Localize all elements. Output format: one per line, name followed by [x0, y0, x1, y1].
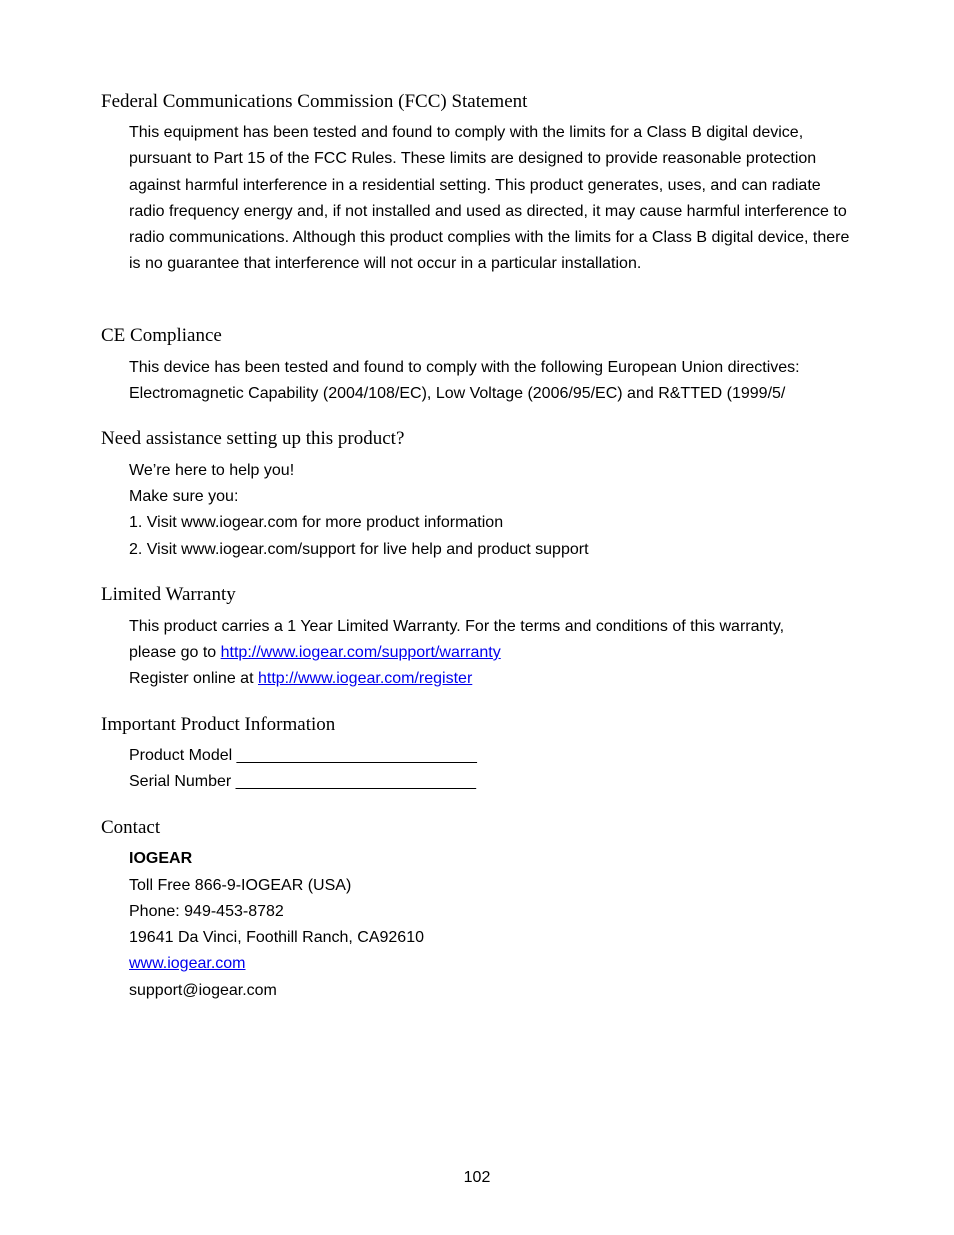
register-prefix: Register online at	[129, 670, 258, 687]
contact-phone: Phone: 949-453-8782	[129, 903, 284, 920]
contact-website-line	[129, 954, 246, 974]
contact-address: 19641 Da Vinci, Foothill Ranch, CA92610	[129, 929, 424, 946]
page-number: 102	[463, 1169, 491, 1186]
assist-line-1: We’re here to help you!	[129, 462, 295, 479]
assist-line-2: Make sure you:	[129, 488, 239, 505]
warranty-line-1: This product carries a 1 Year Limited Warranty. For the terms and conditions of this warranty,	[129, 618, 785, 635]
info-heading: Important Product Information	[101, 714, 336, 735]
serial-number-field: Serial Number ___________________________	[129, 773, 476, 790]
assist-line-4: 2. Visit www.iogear.com/support for live help and product support	[129, 541, 589, 558]
contact-website-link[interactable]: www.iogear.com	[129, 955, 246, 972]
contact-company: IOGEAR	[129, 850, 193, 867]
warranty-line-2-prefix: please go to	[129, 644, 221, 661]
register-link[interactable]: http://www.iogear.com/register	[257, 670, 473, 687]
ce-heading: CE Compliance	[101, 325, 222, 346]
ce-line-1: This device has been tested and found to comply with the following European Union directives:	[129, 359, 800, 376]
contact-tollfree: Toll Free 866-9-IOGEAR (USA)	[129, 877, 352, 894]
assist-line-3: 1. Visit www.iogear.com for more product information	[129, 514, 504, 531]
warranty-heading: Limited Warranty	[101, 584, 236, 605]
assist-heading: Need assistance setting up this product?	[101, 428, 405, 449]
contact-heading: Contact	[101, 817, 161, 838]
contact-email: support@iogear.com	[129, 982, 277, 999]
fcc-heading: Federal Communications Commission (FCC) Statement	[101, 91, 528, 112]
product-model-field: Product Model ___________________________	[129, 747, 477, 764]
warranty-line-2	[129, 643, 501, 663]
warranty-link[interactable]: http://www.iogear.com/support/warranty	[220, 644, 501, 661]
fcc-body: This equipment has been tested and found to comply with the limits for a Class B digital device, pursuant to Part 15 of the FCC Rules. These limits are designed to provide reasonable protection against harmful interference in a residential setting. This product generates, uses, and can radiate radio frequency energy and, if not installed and used as directed, it may cause harmful interference to radio communications. Although this product complies with the limits for a Class B digital device, there is no guarantee that interference will not occur in a particular installation.	[129, 124, 850, 273]
ce-line-2: Electromagnetic Capability (2004/108/EC), Low Voltage (2006/95/EC) and R&TTED (1999/5/	[129, 385, 786, 402]
register-line	[129, 669, 472, 689]
